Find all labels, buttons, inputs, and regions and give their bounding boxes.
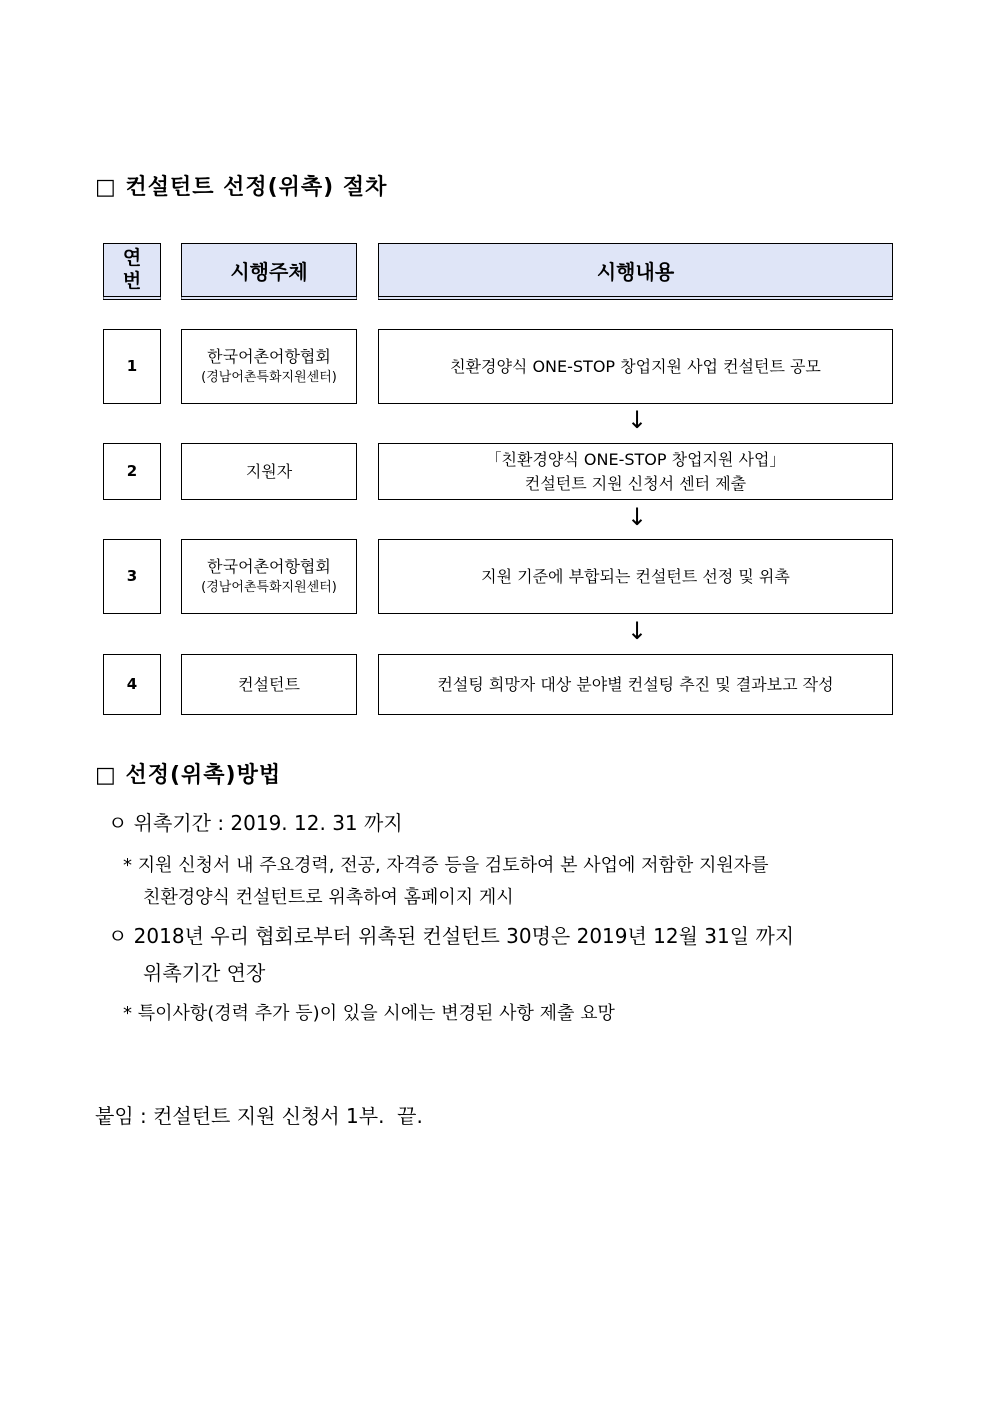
header-number-line1: 연 (122, 247, 142, 270)
bullet-appointment-period: ㅇ 위촉기간 : 2019. 12. 31 까지 (108, 811, 403, 835)
note-2: * 특이사항(경력 추가 등)이 있을 시에는 변경된 사항 제출 요망 (123, 1003, 615, 1024)
row-3-number (103, 539, 161, 614)
header-content: 시행내용 (378, 243, 893, 300)
row-2-content (378, 443, 893, 500)
row-1-content-text: 친환경양식 ONE-STOP 창업지원 사업 컨설턴트 공모 (450, 356, 821, 376)
header-number (103, 243, 161, 300)
header-number-line2: 번 (122, 270, 142, 292)
row-4-number-text: 4 (126, 674, 138, 693)
row-2-content-line1: 「친환경양식 ONE-STOP 창업지원 사업」 (485, 450, 786, 470)
row-4-actor (181, 654, 357, 715)
row-1-number-text: 1 (126, 356, 138, 375)
row-1-content (378, 329, 893, 404)
row-3-actor (181, 539, 357, 614)
row-3-actor-name: 한국어촌어항협회 (207, 557, 331, 577)
row-1-actor-sub: (경남어촌특화지원센터) (201, 369, 337, 385)
row-3-actor-sub: (경남어촌특화지원센터) (201, 579, 337, 595)
row-4-number (103, 654, 161, 715)
arrow-down-icon: ↓ (627, 503, 648, 531)
row-2-content-line2: 컨설턴트 지원 신청서 센터 제출 (524, 473, 747, 493)
row-1-number (103, 329, 161, 404)
attachment-line: 붙임 : 컨설턴트 지원 신청서 1부. 끝. (95, 1104, 423, 1128)
note-1-line2: 친환경양식 컨설턴트로 위촉하여 홈페이지 게시 (143, 887, 514, 908)
row-2-number-text: 2 (126, 461, 138, 480)
row-2-actor-name: 지원자 (245, 461, 293, 481)
row-1-actor (181, 329, 357, 404)
bullet-extension-line2: 위촉기간 연장 (143, 961, 266, 985)
arrow-down-icon: ↓ (627, 406, 648, 434)
row-1-actor-name: 한국어촌어항협회 (207, 347, 331, 367)
note-1-line1: * 지원 신청서 내 주요경력, 전공, 자격증 등을 검토하여 본 사업에 저함한 지원자를 (123, 855, 769, 876)
section-title-method: □ 선정(위촉)방법 (95, 763, 282, 788)
row-2-actor (181, 443, 357, 500)
row-3-content-text: 지원 기준에 부합되는 컨설턴트 선정 및 위촉 (481, 566, 790, 586)
row-3-content (378, 539, 893, 614)
bullet-extension-line1: ㅇ 2018년 우리 협회로부터 위촉된 컨설턴트 30명은 2019년 12월 31일 까지 (108, 924, 795, 948)
row-3-number-text: 3 (126, 566, 138, 585)
arrow-down-icon: ↓ (627, 617, 648, 645)
section-title-procedure: □ 컨설턴트 선정(위촉) 절차 (95, 175, 388, 200)
row-2-number (103, 443, 161, 500)
row-4-actor-name: 컨설턴트 (238, 674, 300, 694)
row-4-content-text: 컨설팅 희망자 대상 분야별 컨설팅 추진 및 결과보고 작성 (437, 674, 834, 694)
row-4-content (378, 654, 893, 715)
header-actor: 시행주체 (181, 243, 357, 300)
